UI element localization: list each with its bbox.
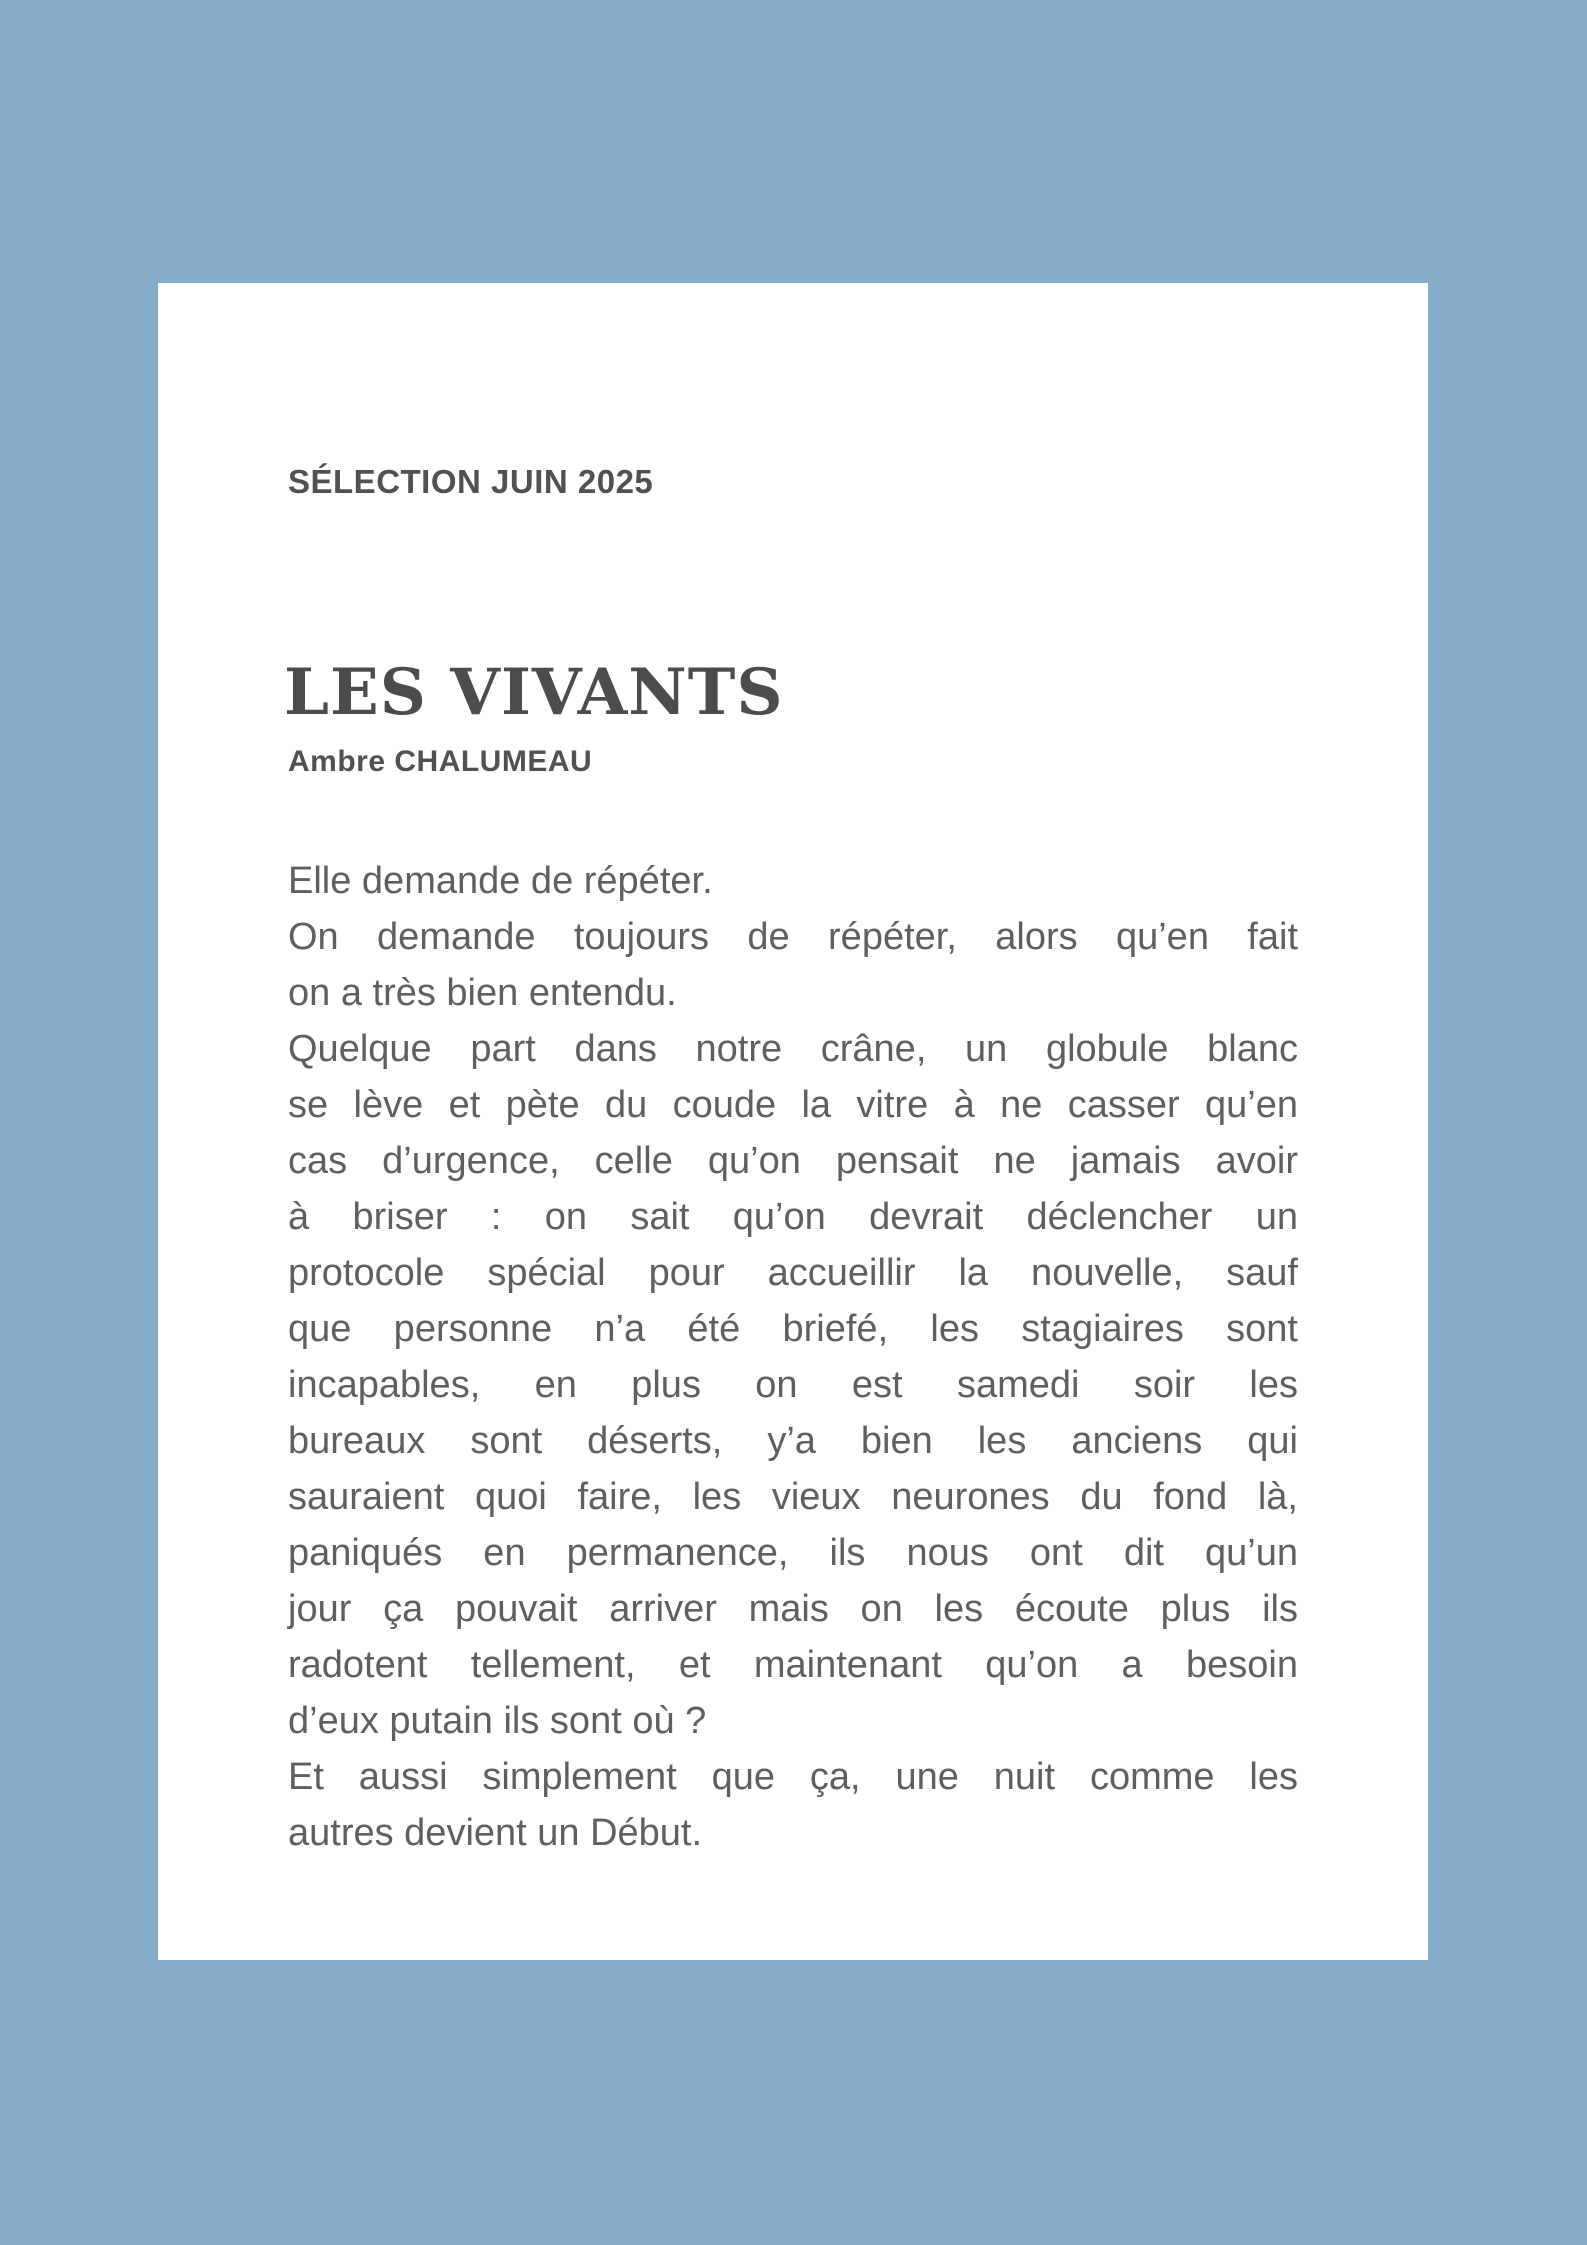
- body-line: radotent tellement, et maintenant qu’on a besoin: [288, 1644, 1298, 1686]
- body-line: à briser : on sait qu’on devrait déclencher un: [288, 1196, 1298, 1238]
- body-line: que personne n’a été briefé, les stagiaires sont: [288, 1308, 1298, 1350]
- author-name: Ambre CHALUMEAU: [288, 745, 593, 778]
- body-line: Quelque part dans notre crâne, un globule blanc: [288, 1028, 1298, 1070]
- book-page: [158, 283, 1428, 1960]
- body-line: jour ça pouvait arriver mais on les écoute plus ils: [288, 1588, 1298, 1630]
- body-line: cas d’urgence, celle qu’on pensait ne jamais avoir: [288, 1140, 1298, 1182]
- body-line: Elle demande de répéter.: [288, 860, 713, 902]
- body-line: incapables, en plus on est samedi soir les: [288, 1364, 1298, 1406]
- body-line: paniqués en permanence, ils nous ont dit qu’un: [288, 1532, 1298, 1574]
- body-line: Et aussi simplement que ça, une nuit comme les: [288, 1756, 1298, 1798]
- body-line: protocole spécial pour accueillir la nouvelle, sauf: [288, 1252, 1298, 1294]
- body-line: sauraient quoi faire, les vieux neurones du fond là,: [288, 1476, 1298, 1518]
- page-title: LES VIVANTS: [284, 655, 784, 730]
- body-line: bureaux sont déserts, y’a bien les anciens qui: [288, 1420, 1298, 1462]
- body-line: se lève et pète du coude la vitre à ne casser qu’en: [288, 1084, 1298, 1126]
- body-text: [288, 853, 1298, 1861]
- body-line: on a très bien entendu.: [288, 972, 677, 1014]
- kicker-label: SÉLECTION JUIN 2025: [288, 463, 654, 500]
- body-line: On demande toujours de répéter, alors qu’en fait: [288, 916, 1298, 958]
- body-line: autres devient un Début.: [288, 1812, 703, 1854]
- body-line: d’eux putain ils sont où ?: [288, 1700, 707, 1742]
